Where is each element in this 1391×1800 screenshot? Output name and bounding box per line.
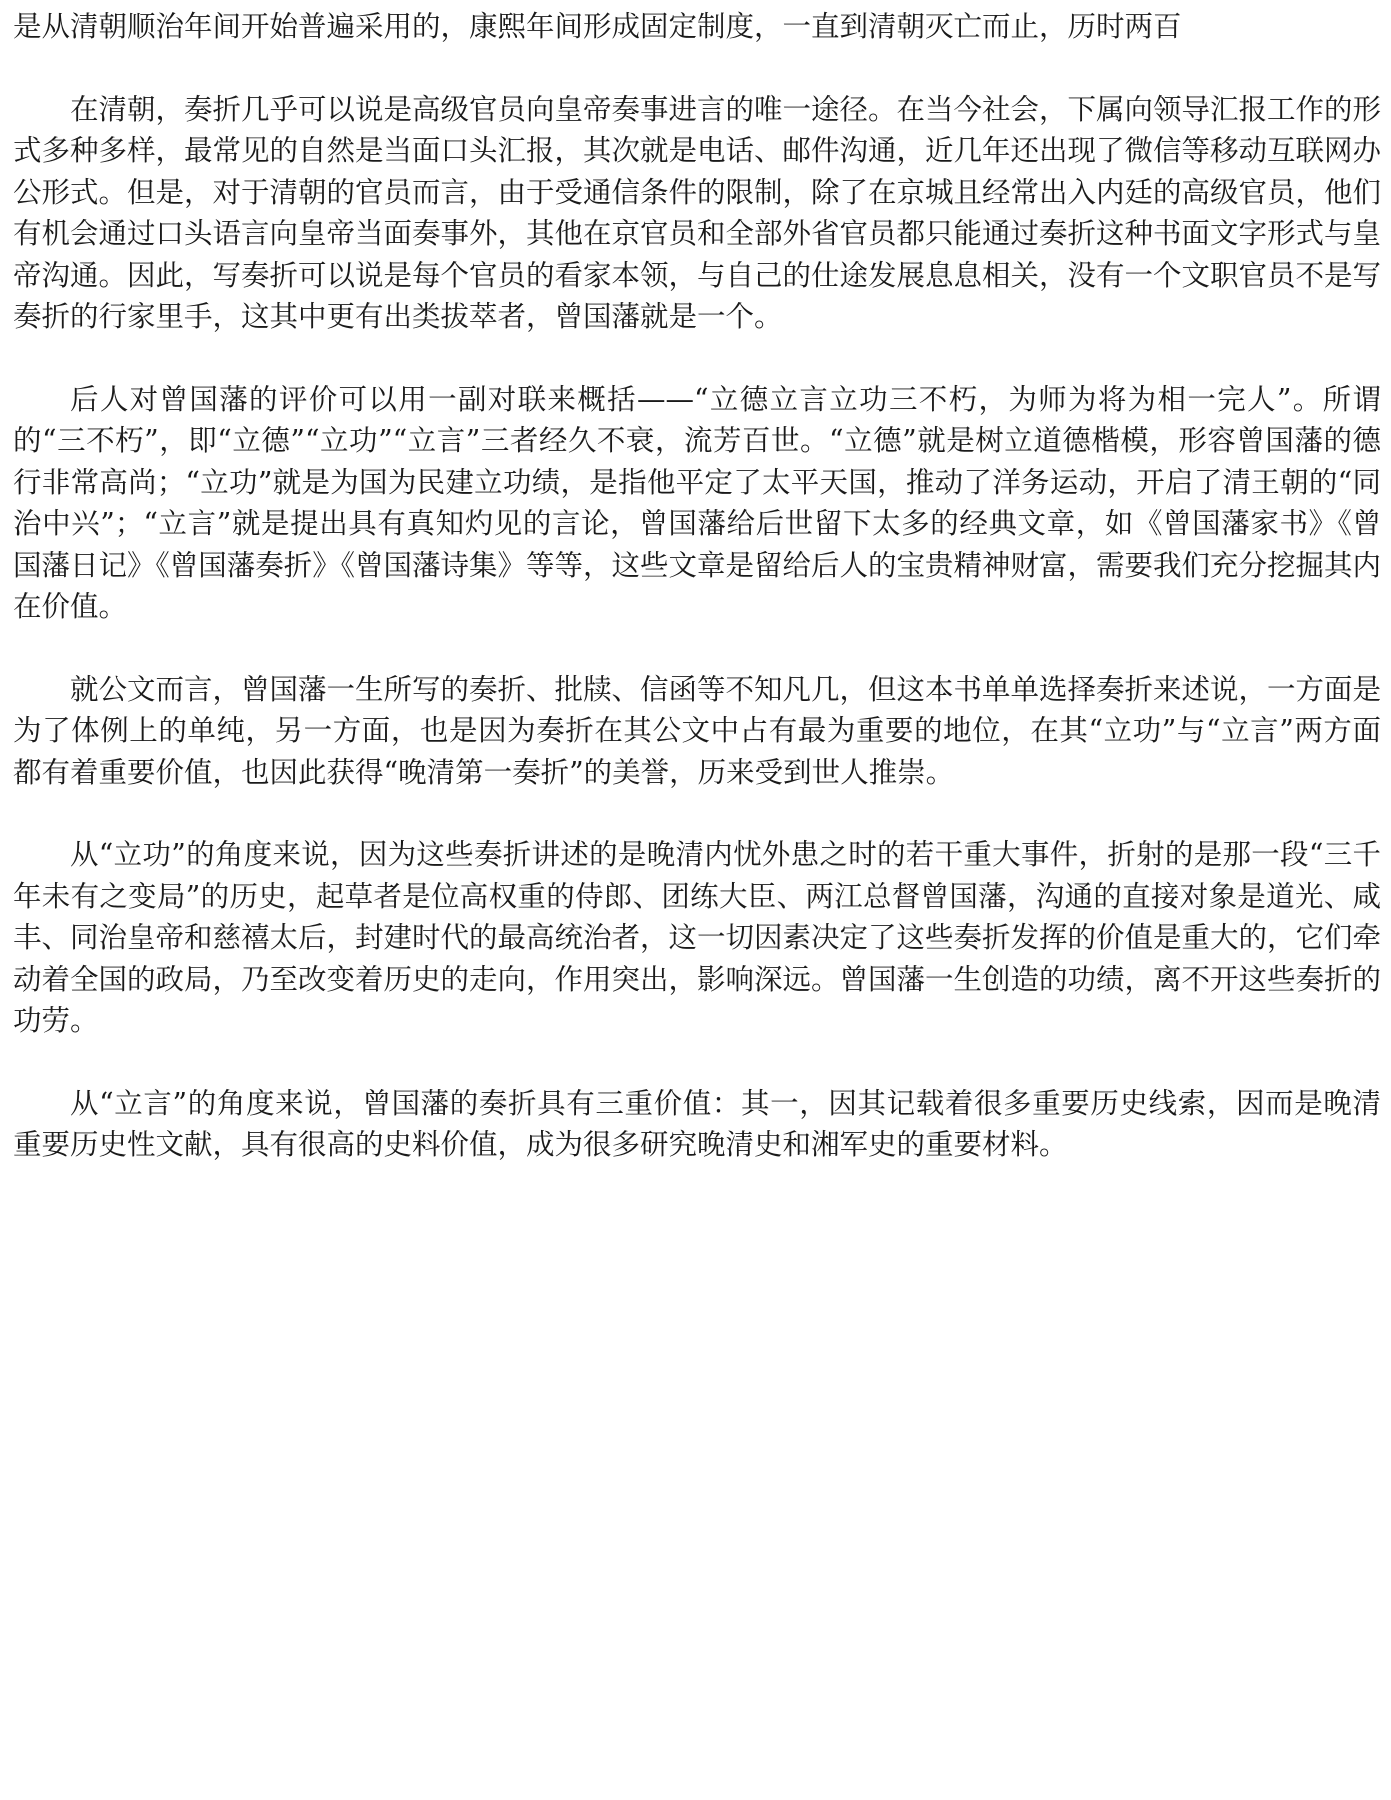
paragraph-official-documents: 就公文而言，曾国藩一生所写的奏折、批牍、信函等不知凡几，但这本书单单选择奏折来述说，一方面是为了体例上的单纯，另一方面，也是因为奏折在其公文中占有最为重要的地位，在其“立功”与“立言”两方面都有着重要价值，也因此获得“晚清第一奏折”的美誉，历来受到世人推崇。 [13,672,1382,789]
paragraph-memorials-in-qing: 在清朝，奏折几乎可以说是高级官员向皇帝奏事进言的唯一途径。在当今社会，下属向领导汇报工作的形式多种多样，最常见的自然是当面口头汇报，其次就是电话、邮件沟通，近几年还出现了微信等移动互联网办公形式。但是，对于清朝的官员而言，由于受通信条件的限制，除了在京城且经常出入内廷的高级官员，他们有机会通过口头语言向皇帝当面奏事外，其他在京官员和全部外省官员都只能通过奏折这种书面文字形式与皇帝沟通。因此，写奏折可以说是每个官员的看家本领，与自己的仕途发展息息相关，没有一个文职官员不是写奏折的行家里手，这其中更有出类拔萃者，曾国藩就是一个。 [13,92,1382,333]
paragraph-establishing-words: 从“立言”的角度来说，曾国藩的奏折具有三重价值：其一，因其记载着很多重要历史线索，因而是晚清重要历史性文献，具有很高的史料价值，成为很多研究晚清史和湘军史的重要材料。 [13,1086,1381,1161]
document-page [13,6,1381,1207]
paragraph-three-immortalities: 后人对曾国藩的评价可以用一副对联来概括——“立德立言立功三不朽，为师为将为相一完人”。所谓的“三不朽”，即“立德”“立功”“立言”三者经久不衰，流芳百世。“立德”就是树立道德楷模，形容曾国藩的德行非常高尚；“立功”就是为国为民建立功绩，是指他平定了太平天国，推动了洋务运动，开启了清王朝的“同治中兴”；“立言”就是提出具有真知灼见的言论，曾国藩给后世留下太多的经典文章，如《曾国藩家书》《曾国藩日记》《曾国藩奏折》《曾国藩诗集》等等，这些文章是留给后人的宝贵精神财富，需要我们充分挖掘其内在价值。 [13,382,1382,623]
paragraph-continuation: 是从清朝顺治年间开始普遍采用的，康熙年间形成固定制度，一直到清朝灭亡而止，历时两百 [13,10,1182,43]
paragraph-establishing-merit: 从“立功”的角度来说，因为这些奏折讲述的是晚清内忧外患之时的若干重大事件，折射的是那一段“三千年未有之变局”的历史，起草者是位高权重的侍郎、团练大臣、两江总督曾国藩，沟通的直接对象是道光、咸丰、同治皇帝和慈禧太后，封建时代的最高统治者，这一切因素决定了这些奏折发挥的价值是重大的，它们牵动着全国的政局，乃至改变着历史的走向，作用突出，影响深远。曾国藩一生创造的功绩，离不开这些奏折的功劳。 [13,838,1382,1037]
